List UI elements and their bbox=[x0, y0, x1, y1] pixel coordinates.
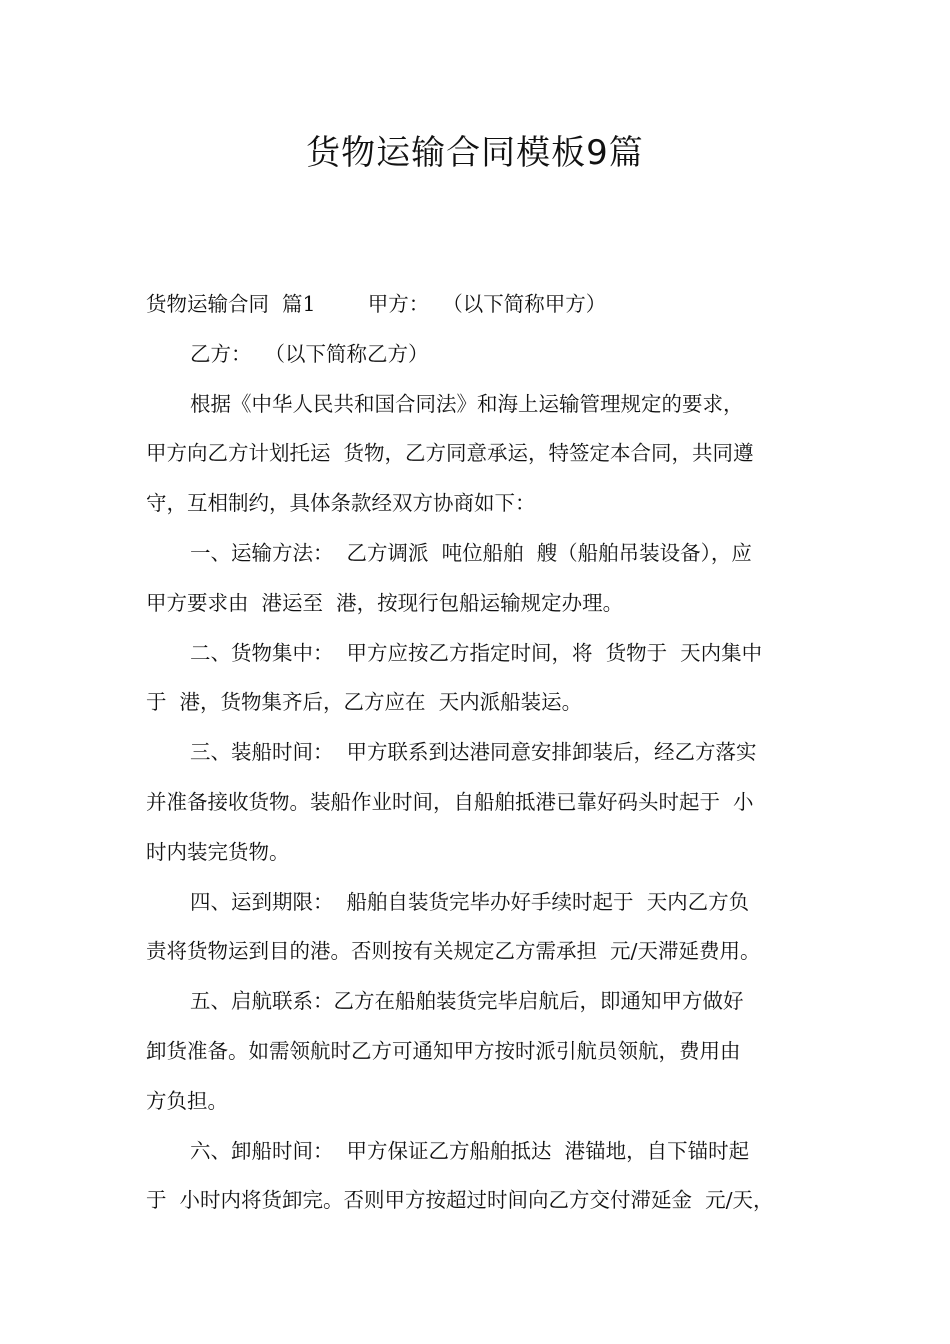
clause-5-line: 五、启航联系：乙方在船舶装货完毕启航后，即通知甲方做好 bbox=[190, 989, 744, 1014]
clause-2-line: 二、货物集中： 甲方应按乙方指定时间，将 货物于 天内集中 bbox=[190, 640, 763, 665]
document-title: 货物运输合同模板9篇 bbox=[306, 133, 644, 173]
paragraph-line: 甲方向乙方计划托运 货物，乙方同意承运，特签定本合同，共同遵 bbox=[146, 441, 754, 466]
clause-3-line: 时内装完货物。 bbox=[146, 839, 290, 864]
clause-3-line: 并准备接收货物。装船作业时间，自船舶抵港已靠好码头时起于 小 bbox=[146, 789, 754, 814]
document-body bbox=[146, 280, 810, 1226]
clause-5-line: 卸货准备。如需领航时乙方可通知甲方按时派引航员领航，费用由 bbox=[146, 1038, 741, 1063]
clause-1-line: 甲方要求由 港运至 港，按现行包船运输规定办理。 bbox=[146, 590, 624, 615]
clause-4-line: 四、运到期限： 船舶自装货完毕办好手续时起于 天内乙方负 bbox=[190, 889, 750, 914]
clause-6-line: 于 小时内将货卸完。否则甲方按超过时间向乙方交付滞延金 元/天， bbox=[146, 1188, 774, 1213]
party-b-line: 乙方： （以下简称乙方） bbox=[190, 341, 429, 366]
contract-header-line: 货物运输合同 篇1 甲方： （以下简称甲方） bbox=[146, 292, 607, 316]
clause-3-line: 三、装船时间： 甲方联系到达港同意安排卸装后，经乙方落实 bbox=[190, 740, 757, 765]
clause-5-line: 方负担。 bbox=[146, 1088, 228, 1113]
clause-4-line: 责将货物运到目的港。否则按有关规定乙方需承担 元/天滞延费用。 bbox=[146, 939, 761, 964]
clause-2-line: 于 港，货物集齐后，乙方应在 天内派船装运。 bbox=[146, 690, 583, 715]
paragraph-line: 根据《中华人民共和国合同法》和海上运输管理规定的要求， bbox=[190, 391, 744, 416]
clause-1-line: 一、运输方法： 乙方调派 吨位船舶 艘（船舶吊装设备），应 bbox=[190, 540, 752, 565]
paragraph-line: 守，互相制约，具体条款经双方协商如下： bbox=[146, 491, 536, 516]
clause-6-line: 六、卸船时间： 甲方保证乙方船舶抵达 港锚地，自下锚时起 bbox=[190, 1138, 750, 1163]
